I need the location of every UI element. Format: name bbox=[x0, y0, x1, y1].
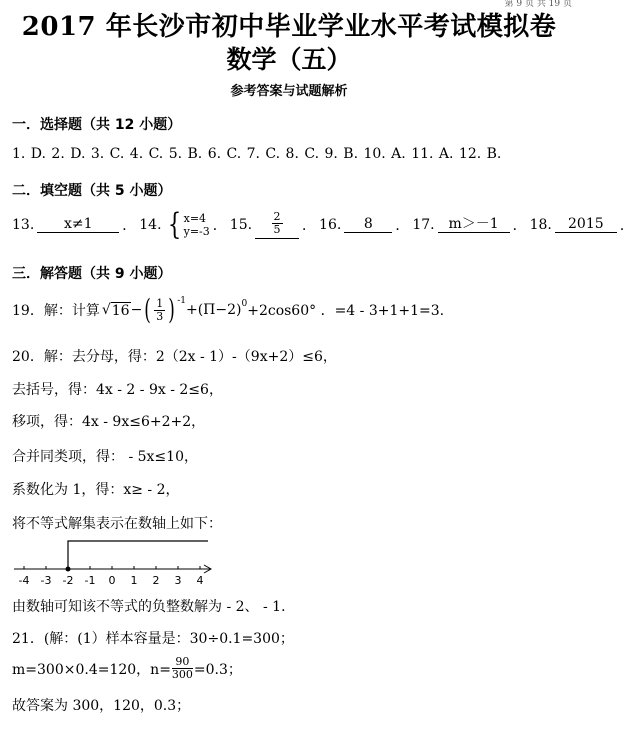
q21-line-2 bbox=[12, 656, 242, 681]
q20-line-5: 系数化为 1，得：x≥ - 2， bbox=[12, 482, 180, 498]
q17-answer: m＞－1 bbox=[438, 217, 510, 233]
q15-numerator: 2 bbox=[273, 210, 281, 223]
number-line bbox=[8, 535, 218, 590]
q21-frac-denominator: 300 bbox=[171, 668, 193, 681]
q18-number: 18. bbox=[529, 217, 552, 233]
number-line-label: -1 bbox=[84, 574, 96, 587]
q13-number: 13. bbox=[12, 217, 35, 233]
number-line-label: 1 bbox=[130, 574, 138, 587]
separator: ． bbox=[212, 218, 227, 234]
q19-line bbox=[12, 293, 445, 326]
q16-answer: 8 bbox=[344, 217, 392, 233]
q15-answer bbox=[255, 211, 299, 239]
q20-conclusion: 由数轴可知该不等式的负整数解为 - 2、 - 1． bbox=[12, 599, 296, 615]
q14-answer bbox=[165, 207, 210, 242]
number-line-label: -4 bbox=[18, 574, 30, 587]
separator: ． bbox=[302, 218, 317, 234]
q19-exponent-zero: 0 bbox=[241, 299, 248, 309]
choice-answers: 1. D. 2. D. 3. C. 4. C. 5. B. 6. C. 7. C. 8. C. 9. B. 10. A. 11. A. 12. B. bbox=[12, 146, 502, 162]
reference-heading: 参考答案与试题解析 bbox=[230, 84, 348, 99]
page-number: 第 9 页 共 19 页 bbox=[504, 0, 572, 9]
number-line-label: -3 bbox=[40, 574, 52, 587]
q14-number: 14. bbox=[139, 217, 162, 233]
number-line-label: 2 bbox=[152, 574, 160, 587]
q19-tail: +2cos60° ．=4 - 3+1+1=3. bbox=[247, 303, 445, 319]
page-title: 2017 年长沙市初中毕业学业水平考试模拟卷 bbox=[21, 12, 557, 42]
number-line-label: 0 bbox=[108, 574, 116, 587]
q21-line-1: 21．(解：(1）样本容量是：30÷0.1=300； bbox=[12, 631, 294, 647]
q16-number: 16. bbox=[319, 217, 342, 233]
separator: ． bbox=[512, 218, 527, 234]
q19-exponent-neg1: -1 bbox=[177, 296, 186, 306]
q21-line-2a: m=300×0.4=120，n= bbox=[12, 661, 171, 678]
fill-answers bbox=[12, 207, 634, 242]
end-mark: ． bbox=[619, 218, 634, 234]
q20-line-2: 去括号，得：4x - 2 - 9x - 2≤6， bbox=[12, 382, 223, 398]
q21-line-3: 故答案为 300，120，0.3； bbox=[12, 698, 191, 714]
minus-sign: − bbox=[130, 302, 143, 318]
separator: ． bbox=[122, 218, 137, 234]
number-line-label: 4 bbox=[196, 574, 204, 587]
number-line-label: -2 bbox=[62, 574, 74, 587]
q19-prefix: 19．解：计算 bbox=[12, 303, 100, 319]
q21-frac-numerator: 90 bbox=[172, 656, 193, 669]
q19-radicand: 16 bbox=[111, 302, 130, 319]
section-choice-heading: 一．选择题（共 12 小题） bbox=[12, 117, 182, 133]
page-subtitle: 数学（五） bbox=[226, 45, 352, 74]
q20-line-4: 合并同类项，得： - 5x≤10， bbox=[12, 449, 198, 465]
q21-line-2b: =0.3； bbox=[193, 661, 242, 678]
left-brace: { bbox=[167, 207, 181, 242]
q19-frac-numerator: 1 bbox=[156, 296, 164, 310]
q15-denominator: 5 bbox=[273, 223, 281, 236]
q19-mid: +(Π−2) bbox=[185, 302, 242, 318]
q19-frac-denominator: 3 bbox=[156, 309, 164, 323]
q14-y: y=-3 bbox=[183, 225, 210, 238]
right-paren: ) bbox=[168, 293, 175, 326]
sqrt-sign: √ bbox=[101, 302, 111, 318]
section-fill-heading: 二．填空题（共 5 小题） bbox=[12, 183, 172, 199]
q20-line-3: 移项，得：4x - 9x≤6+2+2， bbox=[12, 414, 206, 430]
separator: ． bbox=[395, 218, 410, 234]
q20-line-1: 20．解：去分母，得：2（2x - 1）-（9x+2）≤6， bbox=[12, 349, 337, 365]
left-paren: ( bbox=[144, 293, 152, 326]
solution-bracket bbox=[68, 541, 208, 569]
q20-line-6: 将不等式解集表示在数轴上如下： bbox=[12, 516, 222, 532]
q18-answer: 2015 bbox=[555, 217, 617, 233]
q14-x: x=4 bbox=[183, 212, 207, 225]
number-line-label: 3 bbox=[174, 574, 182, 587]
q17-number: 17. bbox=[412, 217, 435, 233]
q15-number: 15. bbox=[229, 217, 253, 233]
q13-answer: x≠1 bbox=[37, 217, 119, 233]
section-solve-heading: 三．解答题（共 9 小题） bbox=[12, 266, 172, 282]
